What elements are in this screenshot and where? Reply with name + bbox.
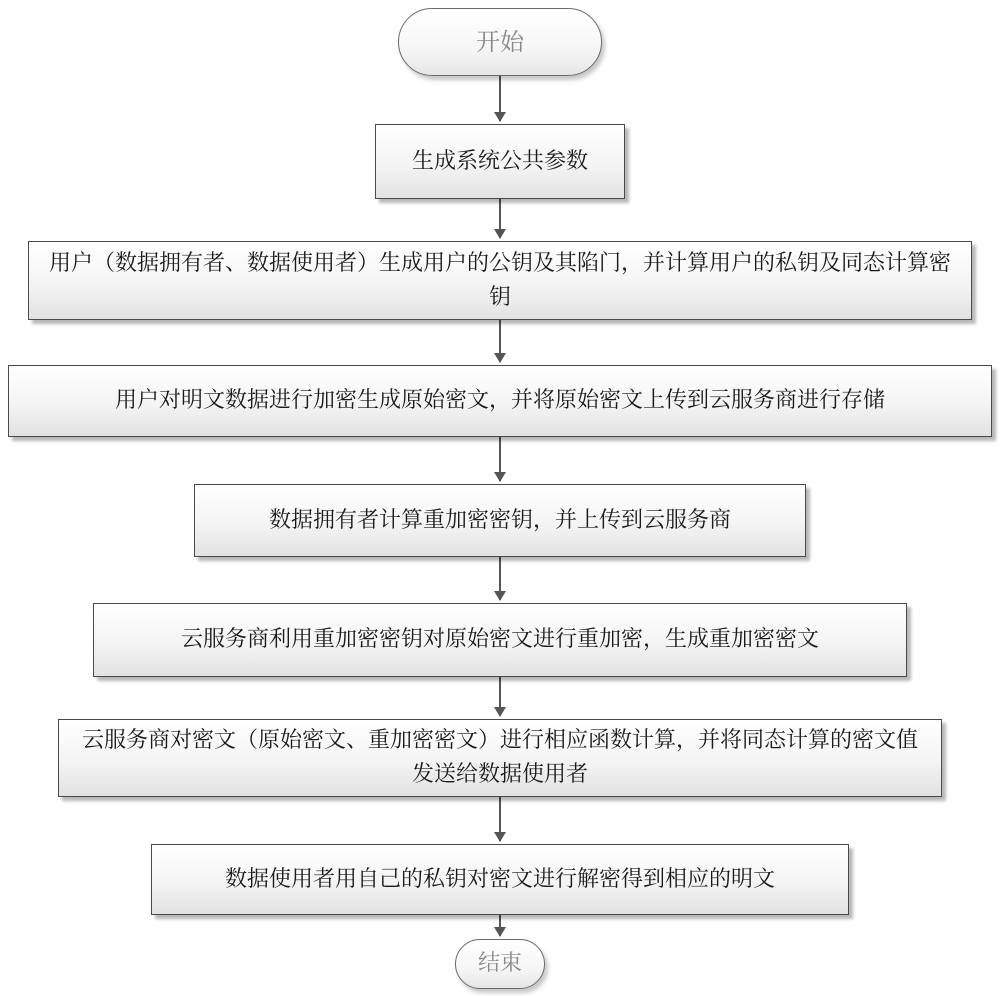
step-2-label: 用户（数据拥有者、数据使用者）生成用户的公钥及其陷门，并计算用户的私钥及同态计算密钥 — [48, 250, 951, 310]
step-2-generate-user-keys — [28, 241, 972, 320]
step-7-label: 数据使用者用自己的私钥对密文进行解密得到相应的明文 — [224, 866, 775, 892]
start-terminal — [398, 8, 602, 76]
step-5-reencrypt — [93, 603, 907, 677]
step-6-homomorphic-compute — [58, 719, 942, 797]
step-6-label: 云服务商对密文（原始密文、重加密密文）进行相应函数计算，并将同态计算的密文值发送给数据使用者 — [81, 728, 918, 787]
end-terminal — [455, 939, 545, 989]
step-3-encrypt-upload — [8, 365, 992, 437]
step-7-decrypt — [151, 844, 849, 915]
step-1-label: 生成系统公共参数 — [411, 148, 588, 174]
end-label: 结束 — [477, 951, 522, 976]
step-4-reencryption-key — [194, 484, 806, 557]
step-4-label: 数据拥有者计算重加密密钥，并上传到云服务商 — [268, 507, 731, 533]
step-5-label: 云服务商利用重加密密钥对原始密文进行重加密，生成重加密密文 — [180, 627, 819, 652]
start-label: 开始 — [476, 28, 524, 56]
step-3-label: 用户对明文数据进行加密生成原始密文，并将原始密文上传到云服务商进行存储 — [114, 388, 885, 413]
step-1-generate-public-params — [375, 124, 625, 199]
